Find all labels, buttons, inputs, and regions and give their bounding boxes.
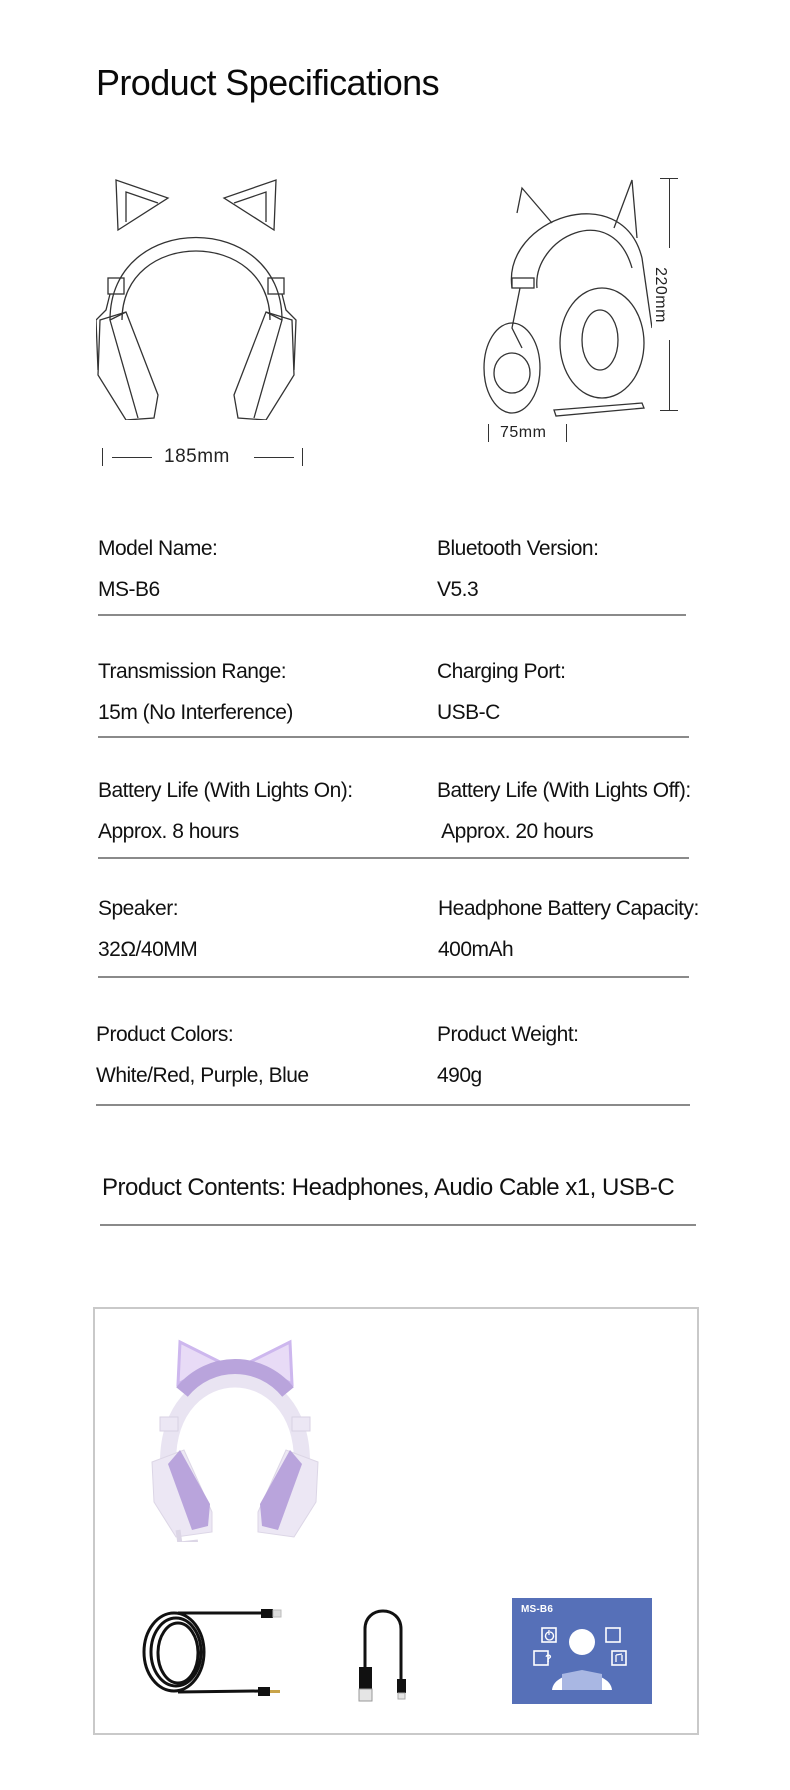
- usb-c-cable-icon: [353, 1609, 413, 1704]
- spec-value: White/Red, Purple, Blue: [96, 1064, 309, 1087]
- spec-battery-lights-off: [437, 778, 691, 845]
- spec-divider: [98, 614, 686, 616]
- spec-label: Product Weight:: [437, 1023, 579, 1046]
- spec-value: 400mAh: [438, 938, 514, 961]
- height-dimension-line-top: [669, 178, 670, 248]
- headphone-side-outline-icon: [482, 178, 652, 428]
- spec-value: V5.3: [437, 578, 479, 601]
- spec-value: USB-C: [437, 701, 500, 724]
- spec-divider: [98, 736, 689, 738]
- spec-row-speaker-battery: [98, 896, 698, 1006]
- package-contents-box: [93, 1307, 699, 1735]
- audio-cable-icon: [138, 1607, 288, 1697]
- spec-divider: [98, 976, 689, 978]
- spec-row-battery-life: [98, 778, 698, 888]
- width-dimension-line-right: [254, 457, 294, 458]
- side-view-diagram: [482, 178, 652, 428]
- width-dimension-label: 185mm: [164, 446, 230, 467]
- headphones-purple-icon: [150, 1332, 320, 1542]
- height-dimension-tick-bottom: [660, 410, 678, 411]
- svg-text:?: ?: [545, 1653, 552, 1665]
- spec-value: Approx. 20 hours: [437, 820, 594, 843]
- spec-value: 32Ω/40MM: [98, 938, 198, 961]
- spec-model-name: [98, 536, 217, 603]
- spec-row-colors-weight: [96, 1022, 696, 1132]
- contents-divider: [100, 1224, 696, 1226]
- spec-label: Bluetooth Version:: [437, 537, 599, 560]
- spec-label: Charging Port:: [437, 660, 566, 683]
- spec-value: 490g: [437, 1064, 482, 1087]
- spec-battery-lights-on: [98, 778, 353, 845]
- spec-product-colors: [96, 1022, 309, 1089]
- spec-charging-port: [437, 659, 565, 726]
- headphone-front-outline-icon: [96, 170, 316, 420]
- height-dimension-line-bottom: [669, 340, 670, 410]
- spec-speaker: [98, 896, 197, 963]
- spec-battery-capacity: [438, 896, 699, 963]
- width-dimension-line-left: [112, 457, 152, 458]
- spec-divider: [98, 857, 689, 859]
- spec-label: Headphone Battery Capacity:: [438, 897, 699, 920]
- height-dimension-label: 220mm: [651, 267, 669, 323]
- product-contents-text: Product Contents: Headphones, Audio Cable x1, USB-C: [102, 1174, 675, 1201]
- spec-label: Battery Life (With Lights Off):: [437, 779, 691, 802]
- width-dimension-tick-left: [102, 448, 103, 466]
- spec-product-weight: [437, 1022, 579, 1089]
- page-title: Product Specifications: [96, 62, 439, 103]
- spec-row-range-port: [98, 659, 698, 769]
- spec-value: MS-B6: [98, 578, 160, 601]
- spec-value: Approx. 8 hours: [98, 820, 239, 843]
- manual-icon: [512, 1598, 652, 1704]
- depth-dimension-tick-right: [566, 424, 567, 442]
- manual-label: MS-B6: [521, 1604, 554, 1615]
- spec-label: Speaker:: [98, 897, 179, 920]
- width-dimension-tick-right: [302, 448, 303, 466]
- spec-transmission-range: [98, 659, 293, 726]
- spec-label: Transmission Range:: [98, 660, 287, 683]
- depth-dimension-label: 75mm: [500, 424, 547, 441]
- front-view-diagram: [96, 170, 316, 420]
- spec-bluetooth-version: [437, 536, 598, 603]
- reading-person-icon: [512, 1598, 652, 1704]
- spec-label: Product Colors:: [96, 1023, 234, 1046]
- depth-dimension-tick-left: [488, 424, 489, 442]
- spec-value: 15m (No Interference): [98, 701, 293, 724]
- spec-label: Battery Life (With Lights On):: [98, 779, 353, 802]
- spec-row-model-bluetooth: [98, 536, 698, 646]
- spec-label: Model Name:: [98, 537, 218, 560]
- spec-divider: [96, 1104, 690, 1106]
